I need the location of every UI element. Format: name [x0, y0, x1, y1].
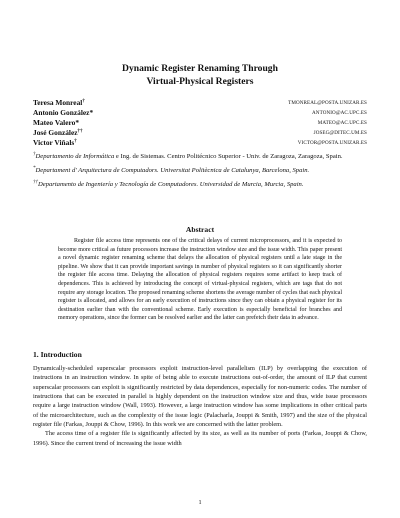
author-email[interactable]: MATEO@AC.UPC.ES — [317, 120, 367, 126]
affiliation: †Departamento de Informática e Ing. de Sistemas. Centro Politécnico Superior - Univ. de Zaragoza, Zaragoza, Spain. — [33, 152, 343, 160]
introduction-body — [33, 364, 367, 448]
affiliation: ††Departamento de Ingeniería y Tecnología de Computadores. Universidad de Murcia, Murcia, Spain. — [33, 180, 304, 188]
author-name: José González†† — [33, 128, 83, 137]
author-row — [33, 138, 367, 148]
author-email[interactable]: ANTONIO@AC.UPC.ES — [312, 110, 367, 116]
author-row — [33, 108, 367, 118]
author-row — [33, 98, 367, 108]
author-list — [33, 98, 367, 148]
affiliation-list — [33, 152, 367, 194]
paper-title-line-2: Virtual-Physical Registers — [146, 76, 254, 87]
paper-title-line-1: Dynamic Register Renaming Through — [122, 63, 278, 74]
abstract-heading: Abstract — [185, 225, 215, 234]
author-email[interactable]: VICTOR@POSTA.UNIZAR.ES — [297, 140, 367, 146]
author-row — [33, 118, 367, 128]
author-email[interactable]: TMONREAL@POSTA.UNIZAR.ES — [288, 100, 367, 106]
abstract-text: Register file access time represents one of the critical delays of current microprocessors, and it is expected to become more critical as future processors increase the instruction window size and the issue width. This paper present a novel dynamic register renaming scheme that delays the allocation of physical registers until a late stage in the pipeline. We show that it can provide important savings in number of physical registers so it can significantly shorter the register file access time. Delaying the allocation of physical registers requires some artifact to keep track of dependences. This is achieved by introducing the concept of virtual-physical registers, which are tags that do not require any storage location. The proposed renaming scheme shortens the average number of cycles that each physical register is allocated, and allows for an early execution of instructions since they can obtain a physical register for its destination earlier than with the conventional scheme. Early execution is especially beneficial for branches and memory operations, since the former can be resolved earlier and the latter can prefetch their data in advance. — [58, 238, 342, 322]
section-heading: 1. Introduction — [33, 350, 82, 359]
affiliation: *Departament d' Arquitectura de Computadors. Universitat Politècnica de Catalunya, Barcelona, Spain. — [33, 166, 310, 174]
body-paragraph: Dynamically-scheduled superscalar processors exploit instruction-level parallelism (ILP) by overlapping the execution of instructions in an instruction window. In spite of being able to execute instructions out-of-order, the amount of ILP that current superscalar processors can exploit is significantly restricted by data dependences, especially for non-numeric codes. The number of instructions that can be executed in parallel is highly dependent on the instruction window size and thus, wide issue processors require a large instruction window (Wall, 1993). However, a large instruction window has some implications in other critical parts of the microarchitecture, such as the complexity of the issue logic (Palacharla, Jouppi & Smith, 1997) and the size of the physical register file (Farkas, Jouppi & Chow, 1996). In this work we are concerned with the latter problem. — [33, 365, 367, 429]
body-paragraph: The access time of a register file is significantly affected by its size, as well as its number of ports (Farkas, Jouppi & Chow, 1996). Since the current trend of increasing the issue width — [33, 430, 367, 447]
page-number: 1 — [198, 499, 202, 506]
author-name: Antonio González* — [33, 108, 94, 117]
author-name: Victor Viñals† — [33, 138, 77, 147]
author-email[interactable]: JOSEG@DITEC.UM.ES — [313, 130, 367, 136]
author-row — [33, 128, 367, 138]
author-name: Mateo Valero* — [33, 118, 80, 127]
author-name: Teresa Monreal† — [33, 98, 85, 107]
